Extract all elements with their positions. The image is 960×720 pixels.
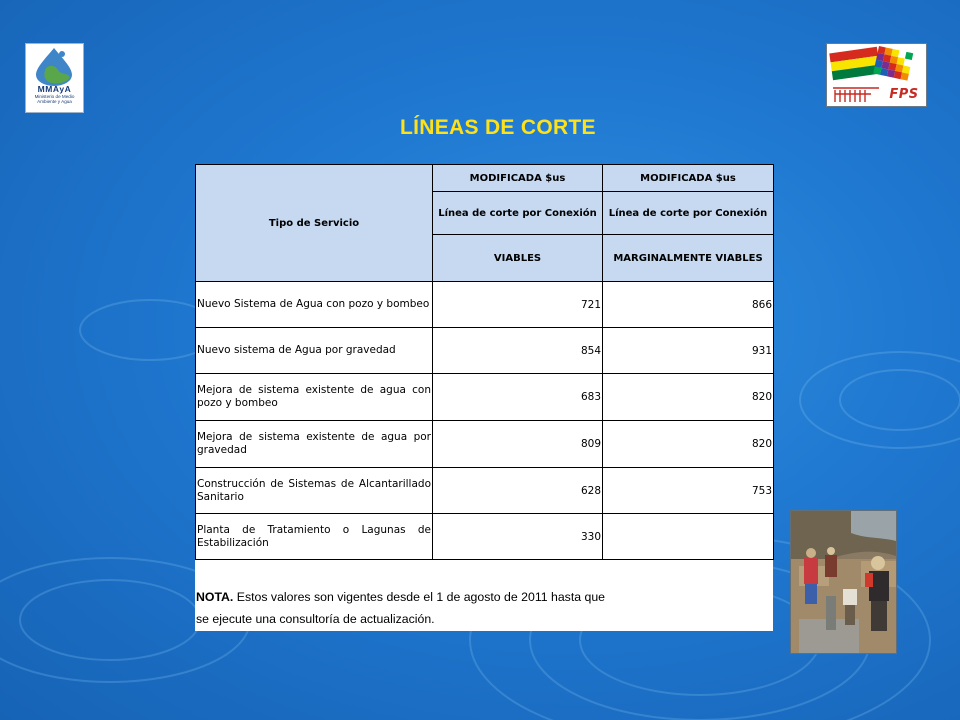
- footnote-line2: se ejecute una consultoría de actualización.: [196, 612, 435, 626]
- viables-value: 809: [433, 421, 603, 468]
- viables-value: 683: [433, 374, 603, 421]
- marginal-value: 820: [603, 421, 774, 468]
- people-at-water-tap-image: [791, 511, 896, 653]
- header-service-type: Tipo de Servicio: [196, 165, 433, 282]
- header-col1-modificada: MODIFICADA $us: [433, 165, 603, 192]
- marginal-value: 820: [603, 374, 774, 421]
- footnote-text: Estos valores son vigentes desde el 1 de agosto de 2011 hasta que: [233, 590, 606, 604]
- marginal-value: 753: [603, 468, 774, 514]
- service-name: Construcción de Sistemas de Alcantarillado Sanitario: [196, 468, 433, 514]
- service-name: Mejora de sistema existente de agua por gravedad: [196, 421, 433, 468]
- service-name: Nuevo Sistema de Agua con pozo y bombeo: [196, 282, 433, 328]
- table-row: [196, 282, 774, 328]
- header-col2-modificada: MODIFICADA $us: [603, 165, 774, 192]
- service-name: Mejora de sistema existente de agua con pozo y bombeo: [196, 374, 433, 421]
- community-water-tap-photo: [790, 510, 897, 654]
- footnote-line1: [196, 586, 766, 608]
- header-col1-viables: VIABLES: [433, 235, 603, 282]
- fps-logo-text: FPS: [889, 87, 919, 102]
- fps-logo: [826, 43, 927, 107]
- table-row: [196, 374, 774, 421]
- marginal-value: 931: [603, 328, 774, 374]
- marginal-value: 866: [603, 282, 774, 328]
- service-name: Planta de Tratamiento o Lagunas de Estabilización: [196, 514, 433, 560]
- viables-value: 330: [433, 514, 603, 560]
- viables-value: 854: [433, 328, 603, 374]
- service-name: Nuevo sistema de Agua por gravedad: [196, 328, 433, 374]
- footnote-label: NOTA.: [196, 590, 234, 604]
- logo-subtitle: Ministerio de Medio Ambiente y Agua: [34, 94, 75, 105]
- table-row: [196, 468, 774, 514]
- header-col2-marginal: MARGINALMENTE VIABLES: [603, 235, 774, 282]
- water-drop-globe-icon: [26, 44, 83, 86]
- table-row: [196, 328, 774, 374]
- rates-table-container: [195, 164, 773, 631]
- viables-value: 628: [433, 468, 603, 514]
- footnote: [196, 586, 766, 630]
- table-row: [196, 514, 774, 560]
- mmaya-logo: [25, 43, 84, 113]
- header-col2-linea: Línea de corte por Conexión: [603, 192, 774, 235]
- marginal-value: [603, 514, 774, 560]
- cutoff-lines-table: [195, 164, 774, 560]
- viables-value: 721: [433, 282, 603, 328]
- slide-title: LÍNEAS DE CORTE: [400, 116, 596, 139]
- logo-name: MMAyA: [37, 84, 72, 94]
- table-row: [196, 421, 774, 468]
- header-col1-linea: Línea de corte por Conexión: [433, 192, 603, 235]
